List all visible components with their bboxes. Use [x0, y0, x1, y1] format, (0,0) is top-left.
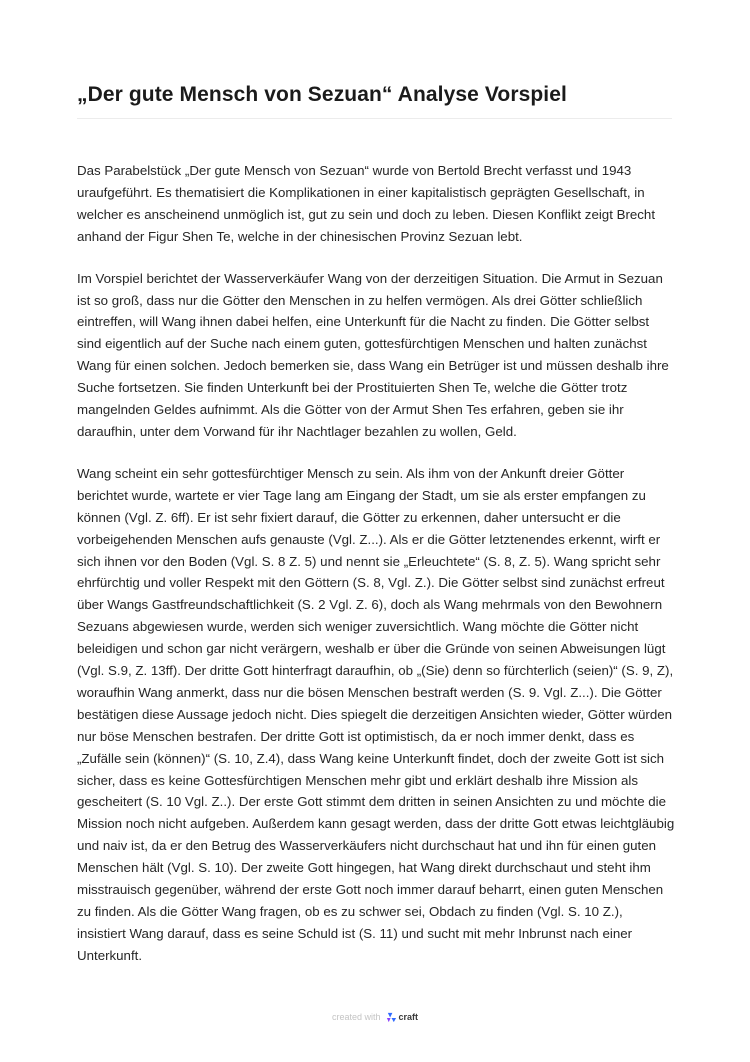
paragraph-analysis: Wang scheint ein sehr gottesfürchtiger Mensch zu sein. Als ihm von der Ankunft dreier Götter berichtet wurde, wartete er vier Tage lang am Eingang der Stadt, um sie als erster empfangen zu können (Vgl. Z. 6ff). Er ist sehr fixiert darauf, die Götter zu erkennen, daher untersucht er die vorbeigehenden Menschen aufs genauste (Vgl. Z...). Als er die Götter letztenendes erkennt, wirft er sich ihnen vor den Boden (Vgl. S. 8 Z. 5) und nennt sie „Erleuchtete“ (S. 8, Z. 5). Wang spricht sehr ehrfürchtig und voller Respekt mit den Göttern (S. 8, Vgl. Z.). Die Götter selbst sind zunächst erfreut über Wangs Gastfreundschaftlichkeit (S. 2 Vgl. Z. 6), doch als Wang mehrmals von den Bewohnern Sezuans abgewiesen wurde, werden sich weniger zuversichtlich. Wang möchte die Götter nicht beleidigen und schon gar nicht verärgern, weshalb er über die Gründe von seinen Abweisungen lügt (Vgl. S.9, Z. 13ff). Der dritte Gott hinterfragt daraufhin, ob „(Sie) denn so fürchterlich (seien)“ (S. 9, Z), woraufhin Wang anmerkt, dass nur die bösen Menschen bestraft werden (S. 9. Vgl. Z...). Die Götter bestätigen diese Aussage jedoch nicht. Dies spiegelt die derzeitigen Ansichten wieder, Götter würden nur böse Menschen bestrafen. Der dritte Gott ist optimistisch, da er noch immer denkt, dass es „Zufälle sein (können)“ (S. 10, Z.4), dass Wang keine Unterkunft findet, doch der zweite Gott ist sich sicher, dass es keine Gottesfürchtigen Menschen mehr gibt und erklärt deshalb ihre Mission als gescheitert (S. 10 Vgl. Z..). Der erste Gott stimmt dem dritten in seinen Ansichten zu und möchte die Mission noch nicht aufgeben. Außerdem kann gesagt werden, dass der dritte Gott etwas leichtgläubig und naiv ist, da er den Betrug des Wasserverkäufers nicht durchschaut hat und ihn für einen guten Menschen hält (Vgl. S. 10). Der zweite Gott hingegen, hat Wang direkt durchschaut und steht ihm misstrauisch gegenüber, während der erste Gott noch immer darauf beharrt, einen guten Menschen zu finden. Als die Götter Wang fragen, ob es zu schwer sei, Obdach zu finden (Vgl. S. 10 Z.), insistiert Wang darauf, dass es seine Schuld ist (S. 11) und sucht mit mehr Inbrunst nach einer Unterkunft. [77, 465, 675, 963]
craft-brand-link[interactable] [386, 1012, 419, 1023]
paragraph-intro: Das Parabelstück „Der gute Mensch von Sezuan“ wurde von Bertold Brecht verfasst und 1943 uraufgeführt. Es thematisiert die Komplikationen in einer kapitalistisch geprägten Gesellschaft, in welcher es anscheinend unmöglich ist, gut zu sein und doch zu leben. Diesen Konflikt zeigt Brecht anhand der Figur Shen Te, welche in der chinesischen Provinz Sezuan lebt. [77, 163, 656, 244]
craft-logo-icon [386, 1012, 397, 1023]
document-body [77, 160, 675, 987]
paragraph-summary: Im Vorspiel berichtet der Wasserverkäufer Wang von der derzeitigen Situation. Die Armut in Sezuan ist so groß, dass nur die Götter den Menschen in zu helfen vermögen. Als drei Götter schließlich eintreffen, will Wang ihnen dabei helfen, eine Unterkunft für die Nacht zu finden. Die Götter selbst sind eigentlich auf der Suche nach einem guten, gottesfürchtigen Menschen und halten zunächst Wang für einen solchen. Jedoch bemerken sie, dass Wang ein Betrüger ist und müssen deshalb ihre Suche fortsetzen. Sie finden Unterkunft bei der Prostituierten Shen Te, welche die Götter trotz mangelnden Geldes aufnimmt. Als die Götter von der Armut Shen Tes erfahren, geben sie ihr daraufhin, unter dem Vorwand für ihr Nachtlager bezahlen zu wollen, Geld. [77, 270, 669, 439]
title-divider [77, 118, 672, 119]
document-title: „Der gute Mensch von Sezuan“ Analyse Vorspiel [77, 83, 567, 106]
footer-brand: craft [398, 1012, 419, 1022]
footer [0, 1007, 750, 1027]
footer-created-with: created with [331, 1012, 381, 1022]
